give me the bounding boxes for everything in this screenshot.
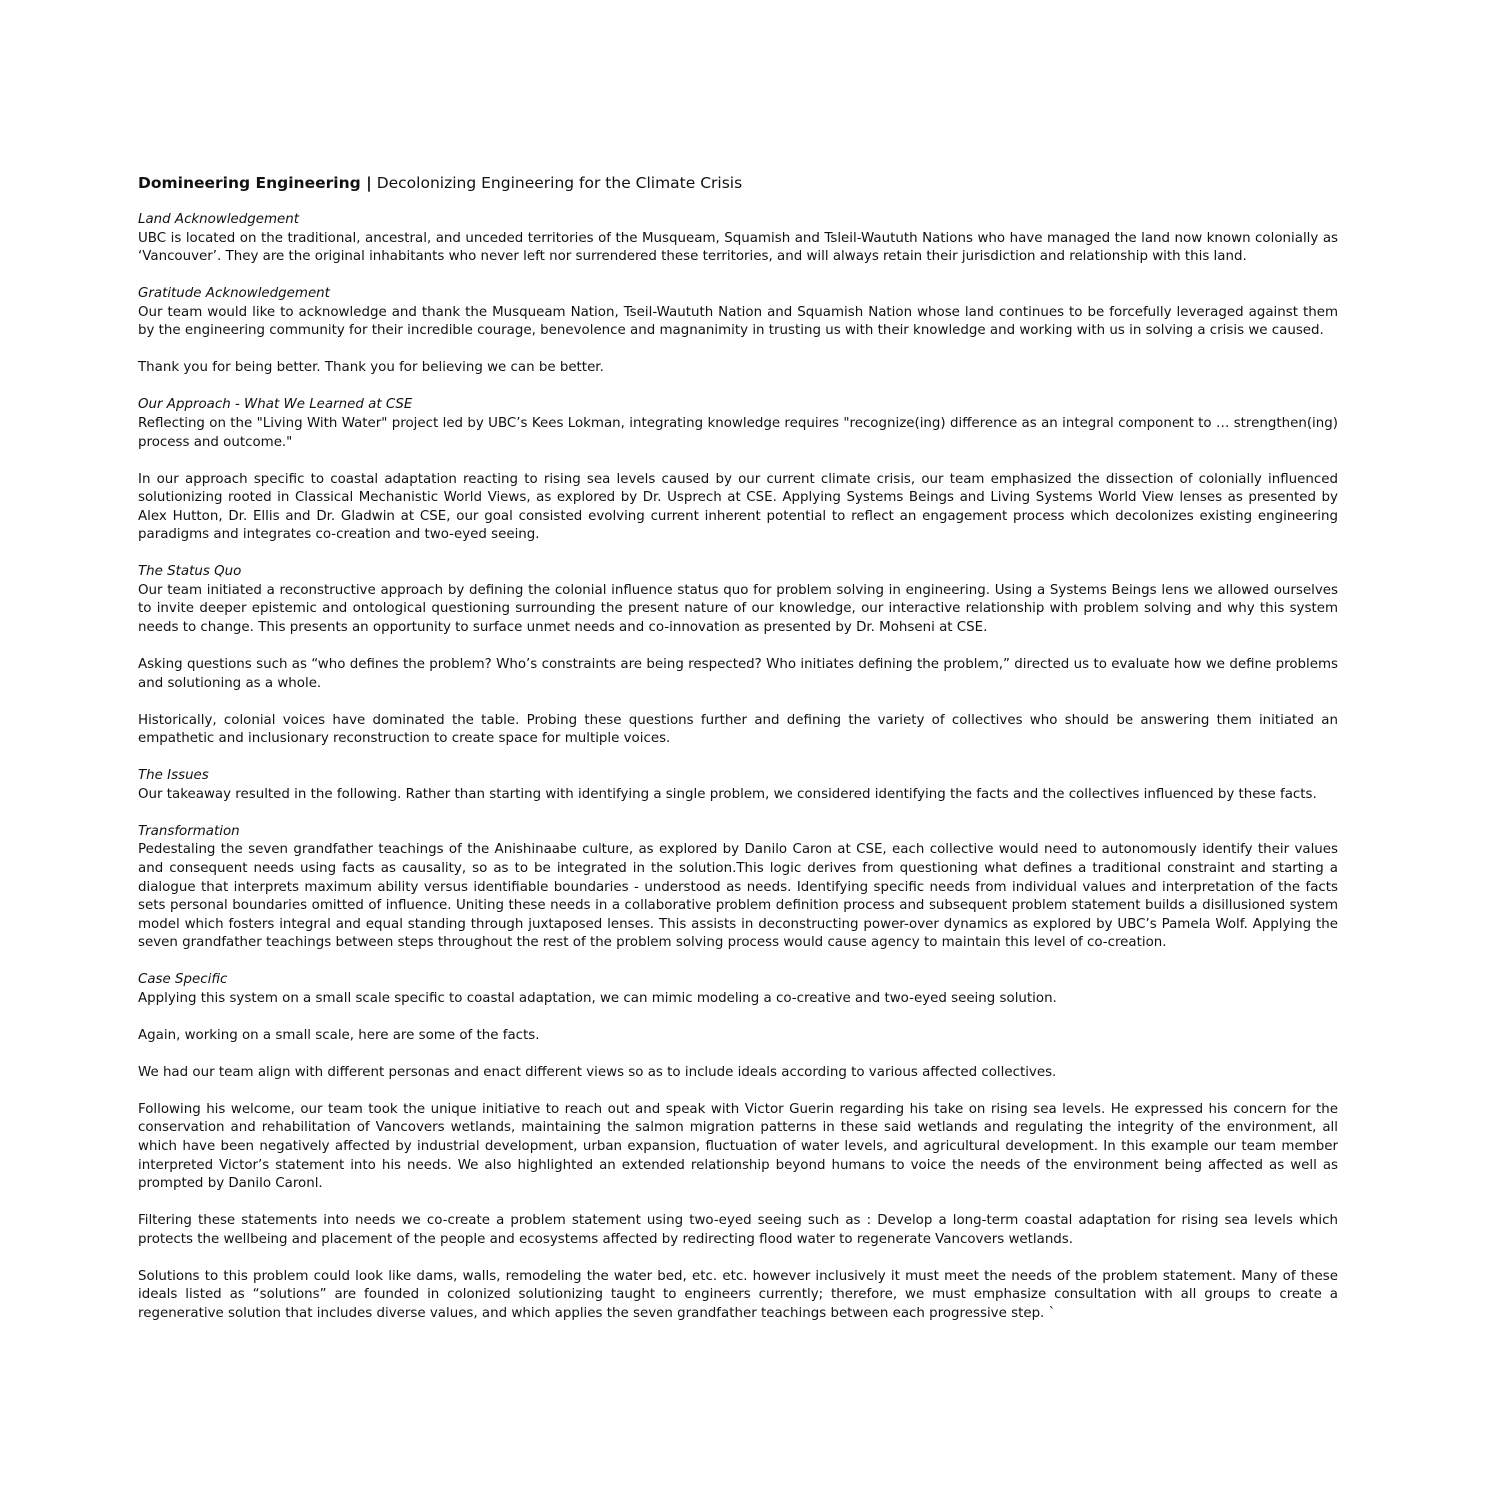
document-title bbox=[138, 172, 1338, 194]
section-gratitude-acknowledgement bbox=[138, 285, 1338, 378]
paragraph: Pedestaling the seven grandfather teachings of the Anishinaabe culture, as explored by Danilo Caron at CSE, each collective would need to autonomously identify their values and consequent needs using facts as causality, so as to be integrated in the solution.This logic derives from questioning what defines a traditional constraint and starting a dialogue that interprets maximum ability versus identifiable boundaries - understood as needs. Identifying specific needs from individual values and interpretation of the facts sets personal boundaries omitted of influence. Uniting these needs in a collaborative problem definition process and subsequent problem statement builds a disillusioned system model which fosters integral and equal standing through juxtaposed lenses. This assists in deconstructing power-over dynamics as explored by UBC’s Pamela Wolf. Applying the seven grandfather teachings between steps throughout the rest of the problem solving process would cause agency to maintain this level of co-creation. bbox=[138, 842, 1338, 951]
paragraph: UBC is located on the traditional, ancestral, and unceded territories of the Musqueam, Squamish and Tsleil-Waututh Nations who have managed the land now known colonially as ‘Vancouver’. They are the original inhabitants who never left nor surrendered these territories, and will always retain their jurisdiction and relationship with this land. bbox=[138, 230, 1338, 265]
section-case-specific bbox=[138, 971, 1338, 1323]
section-our-approach bbox=[138, 396, 1338, 545]
paragraph: Our team would like to acknowledge and thank the Musqueam Nation, Tseil-Waututh Nation and Squamish Nation whose land continues to be forcefully leveraged against them by the engineering community for their incredible courage, benevolence and magnanimity in trusting us with their knowledge and working with us in solving a crisis we caused. bbox=[138, 304, 1338, 339]
paragraph: Historically, colonial voices have dominated the table. Probing these questions further and defining the variety of collectives who should be answering them initiated an empathetic and inclusionary reconstruction to create space for multiple voices. bbox=[138, 712, 1338, 747]
section-heading: Land Acknowledgement bbox=[138, 212, 300, 227]
section-transformation bbox=[138, 823, 1338, 953]
paragraph: Our takeaway resulted in the following. Rather than starting with identifying a single problem, we considered identifying the facts and the collectives influenced by these facts. bbox=[138, 786, 1317, 802]
section-heading: Our Approach - What We Learned at CSE bbox=[138, 397, 413, 413]
paragraph: We had our team align with different personas and enact different views so as to include ideals according to various affected collectives. bbox=[138, 1064, 1057, 1080]
paragraph: Again, working on a small scale, here are some of the facts. bbox=[138, 1027, 540, 1043]
paragraph: Filtering these statements into needs we co-create a problem statement using two-eyed seeing such as : Develop a long-term coastal adaptation for rising sea levels which protects the wellbeing and placement of the people and ecosystems affected by redirecting flood water to regenerate Vancovers wetlands. bbox=[138, 1213, 1338, 1247]
paragraph: Thank you for being better. Thank you for believing we can be better. bbox=[138, 360, 604, 376]
paragraph: Reflecting on the "Living With Water" project led by UBC’s Kees Lokman, integrating knowledge requires "recognize(ing) difference as an integral component to … strengthen(ing) process and outcome." bbox=[138, 415, 1338, 450]
paragraph: Applying this system on a small scale specific to coastal adaptation, we can mimic modeling a co-creative and two-eyed seeing solution. bbox=[138, 990, 1057, 1006]
paragraph: Our team initiated a reconstructive approach by defining the colonial influence status quo for problem solving in engineering. Using a Systems Beings lens we allowed ourselves to invite deeper epistemic and ontological questioning surrounding the present nature of our knowledge, our interactive relationship with problem solving and why this system needs to change. This presents an opportunity to surface unmet needs and co-innovation as presented by Dr. Mohseni at CSE. bbox=[138, 582, 1338, 636]
title-bold-part: Domineering Engineering | bbox=[138, 174, 372, 192]
section-heading: The Status Quo bbox=[138, 564, 242, 580]
paragraph: In our approach specific to coastal adaptation reacting to rising sea levels caused by our current climate crisis, our team emphasized the dissection of colonially influenced solutionizing rooted in Classical Mechanistic World Views, as explored by Dr. Usprech at CSE. Applying Systems Beings and Living Systems World View lenses as presented by Alex Hutton, Dr. Ellis and Dr. Gladwin at CSE, our goal consisted evolving current inherent potential to reflect an engagement process which decolonizes existing engineering paradigms and integrates co-creation and two-eyed seeing. bbox=[138, 471, 1338, 543]
document-page bbox=[138, 172, 1338, 1342]
paragraph: Following his welcome, our team took the unique initiative to reach out and speak with Victor Guerin regarding his take on rising sea levels. He expressed his concern for the conservation and rehabilitation of Vancovers wetlands, maintaining the salmon migration patterns in these said wetlands and regulating the integrity of the environment, all which have been negatively affected by industrial development, urban expansion, fluctuation of water levels, and agricultural development. In this example our team member interpreted Victor’s statement into his needs. We also highlighted an extended relationship beyond humans to voice the needs of the environment being affected as well as prompted by Danilo Caronl. bbox=[138, 1101, 1338, 1192]
section-heading: Transformation bbox=[138, 823, 240, 839]
title-subtitle-part: Decolonizing Engineering for the Climate Crisis bbox=[371, 174, 743, 192]
section-heading: The Issues bbox=[138, 768, 209, 784]
section-heading: Gratitude Acknowledgement bbox=[138, 286, 330, 302]
paragraph: Asking questions such as “who defines the problem? Who’s constraints are being respected? Who initiates defining the problem,” directed us to evaluate how we define problems and solutioning as a whole. bbox=[138, 657, 1338, 691]
paragraph: Solutions to this problem could look like dams, walls, remodeling the water bed, etc. etc. however inclusively it must meet the needs of the problem statement. Many of these ideals listed as “solutions” are founded in colonized solutionizing taught to engineers currently; therefore, we must emphasize consultation with all groups to create a regenerative solution that includes diverse values, and which applies the seven grandfather teachings between each progressive step. ` bbox=[138, 1268, 1338, 1321]
section-status-quo bbox=[138, 563, 1338, 749]
section-heading: Case Specific bbox=[138, 972, 228, 988]
section-land-acknowledgement bbox=[138, 211, 1338, 267]
section-the-issues bbox=[138, 767, 1338, 804]
